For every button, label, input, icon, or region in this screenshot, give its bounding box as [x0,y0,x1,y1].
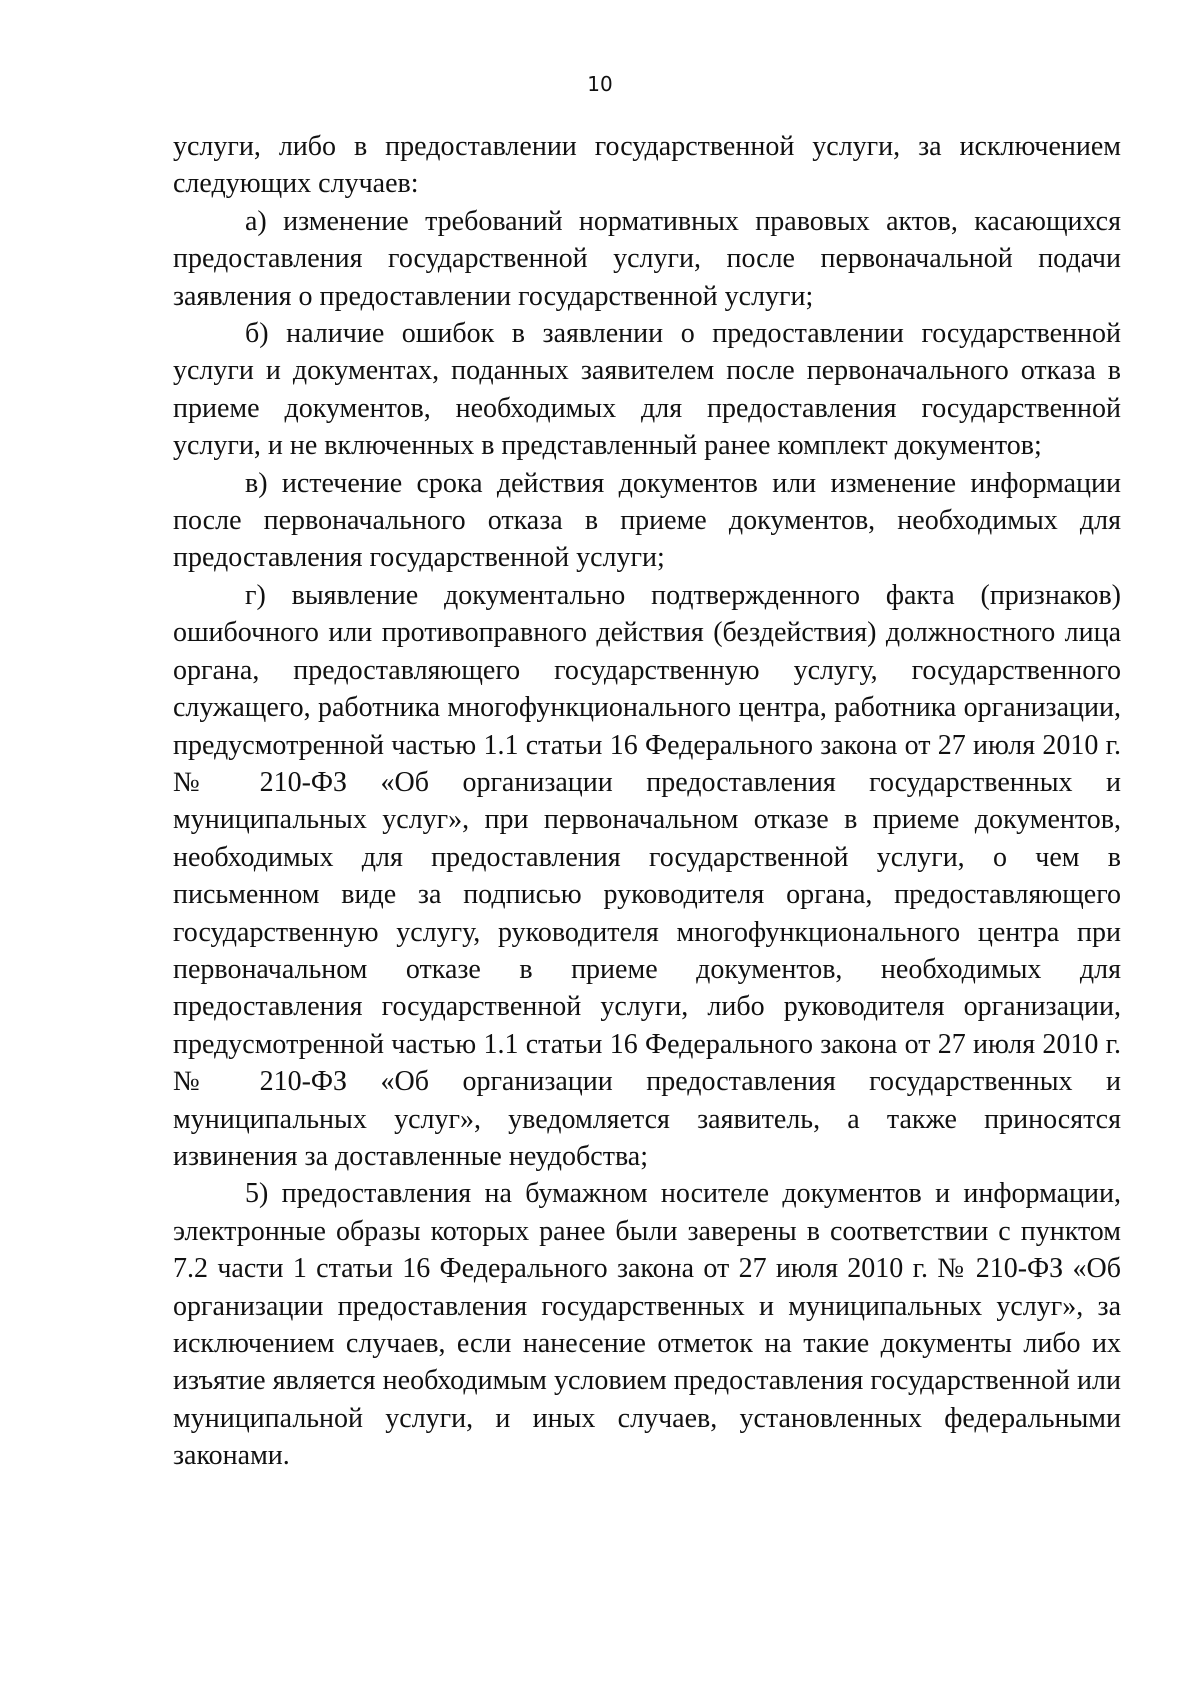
paragraph-item-a: а) изменение требований нормативных правовых актов, касающихся предоставления государственной услуги, после первоначальной подачи заявления о предоставлении государственной услуги; [173,205,1121,312]
document-body [173,128,1121,1475]
page-number: 10 [587,72,613,96]
paragraph-continuation: услуги, либо в предоставлении государственной услуги, за исключением следующих случаев: [173,131,1121,200]
paragraph-item-5: 5) предоставления на бумажном носителе документов и информации, электронные образы которых ранее были заверены в соответствии с пунктом 7.2 части 1 статьи 16 Федерального закона от 27 июля 2010 г. № 210-ФЗ «Об организации предоставления государственных и муниципальных услуг», за исключением случаев, если нанесение отметок на такие документы либо их изъятие является необходимым условием предоставления государственной или муниципальной услуги, и иных случаев, установленных федеральными законами. [173,1178,1121,1472]
paragraph-item-g: г) выявление документально подтвержденного факта (признаков) ошибочного или противоправного действия (бездействия) должностного лица органа, предоставляющего государственную услугу, государственного служащего, работника многофункционального центра, работника организации, предусмотренной частью 1.1 статьи 16 Федерального закона от 27 июля 2010 г. № 210-ФЗ «Об организации предоставления государственных и муниципальных услуг», при первоначальном отказе в приеме документов, необходимых для предоставления государственной услуги, о чем в письменном виде за подписью руководителя органа, предоставляющего государственную услугу, руководителя многофункционального центра при первоначальном отказе в приеме документов, необходимых для предоставления государственной услуги, либо руководителя организации, предусмотренной частью 1.1 статьи 16 Федерального закона от 27 июля 2010 г. № 210-ФЗ «Об организации предоставления государственных и муниципальных услуг», уведомляется заявитель, а также приносятся извинения за доставленные неудобства; [173,579,1121,1172]
paragraph-item-v: в) истечение срока действия документов или изменение информации после первоначального отказа в приеме документов, необходимых для предоставления государственной услуги; [173,467,1121,574]
paragraph-item-b: б) наличие ошибок в заявлении о предоставлении государственной услуги и документах, поданных заявителем после первоначального отказа в приеме документов, необходимых для предоставления государственной услуги, и не включенных в представленный ранее комплект документов; [173,318,1121,462]
